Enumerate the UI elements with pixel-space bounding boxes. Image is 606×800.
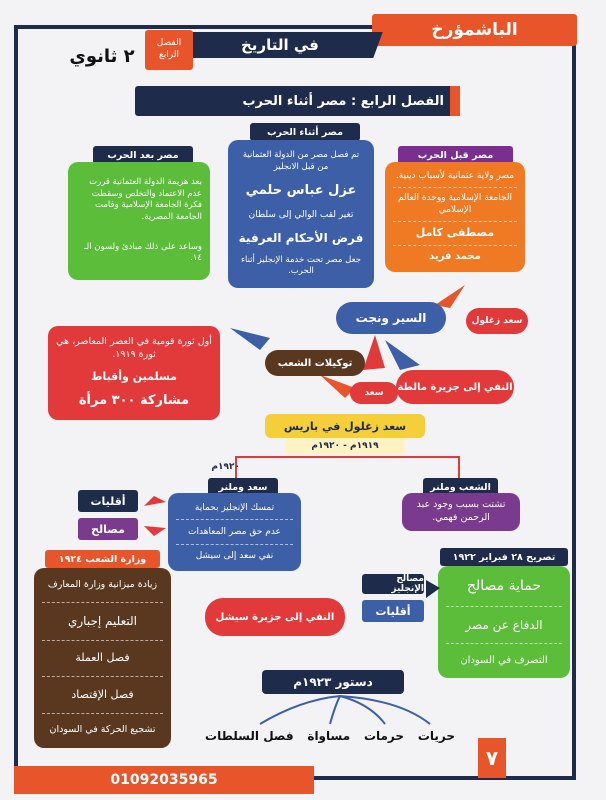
subject-banner [177,32,382,58]
before-war-item: مصر ولاية عثمانية لأسباب دينية. [395,171,515,182]
after-war-item: وساعد على ذلك مبادئ ولسون الـ ١٤. [84,241,202,264]
people-ministry-heading: وزارة الشعب ١٩٢٤ [45,550,160,568]
after-war-item: بعد هزيمة الدولة العثمانية قررت عدم الاعتماد والتخلص وسقطت فكرة الجامعة الإسلامية وقامت الجامعة المصرية. [89,177,202,222]
divider [42,713,163,714]
after-war-box [68,162,210,280]
chapter-title: الفصل الرابع : مصر أثناء الحرب [135,86,460,116]
arrow-icon [230,328,270,350]
milner-people-heading: الشعب وملنر [423,478,498,496]
frame-left [14,25,18,780]
branch-line [235,456,460,458]
milner-people-item: تشتت بسبب وجود عبد الرحمن فهمي. [416,499,506,523]
english-minorities-tag: أقليات [362,600,424,622]
during-war-item: فرض الأحكام العرفية [238,230,364,245]
year-1920: ١٩٢٠م [211,462,240,472]
milner-saad-item: تمسك الإنجليز بحماية [194,502,275,513]
english-arrow [424,578,440,600]
wingate-pill: السير ونجت [336,302,446,334]
milner-saad-box [168,493,301,571]
people-ministry-box [34,568,171,748]
divider [446,643,562,644]
divider [42,602,163,603]
constitution-items [205,724,455,748]
divider [42,640,163,641]
paris-years: ١٩١٩م - ١٩٢٠م [285,438,405,454]
divider [176,519,293,520]
exile-seychelles-pill: النفي إلى جزيرة سيشل [205,598,345,636]
constitution-item: فصل السلطات [205,729,294,743]
revolution-item: مشاركة ٣٠٠ مرأة [78,393,190,409]
brand-banner: الباشمؤرخ [372,14,577,46]
declaration-item: حماية مصالح [466,577,542,594]
divider [446,606,562,607]
frame-right [572,25,576,780]
grade-label: ٢ ثانوي [69,45,135,67]
declaration-item: الدفاع عن مصر [465,617,543,632]
tag-arrows [142,494,168,538]
divider [393,187,517,188]
during-war-item: جعل مصر تحت خدمة الإنجليز أثناء الحرب. [241,254,361,277]
divider [393,245,517,246]
tawkilat-pill: توكيلات الشعب [265,350,365,376]
arrow-icon [426,580,440,598]
people-ministry-item: التعليم إجباري [67,614,137,629]
during-war-box [228,140,374,288]
people-ministry-item: زيادة ميزانية وزارة المعارف [47,579,158,591]
people-ministry-item: فصل العملة [75,651,130,665]
constitution-item: مساواة [307,729,351,743]
chapter-tag-line2: الرابع [159,50,180,60]
chapter-tag [145,30,193,70]
exile-malta-pill: النفي إلى جزيرة مالطة [396,370,514,404]
revolution-item: مسلمين وأقباط [91,369,177,383]
english-interests-tag: مصالح الإنجليز [362,574,424,594]
chapter-tag-line1: الفصل [156,38,182,49]
people-ministry-item: فصل الإقتصاد [71,687,134,701]
during-war-heading: مصر أثناء الحرب [250,123,360,141]
before-war-item: مصطفى كامل [415,225,495,239]
arrow-icon [363,335,385,370]
minorities-tag: أقليات [78,490,138,512]
constitution-item: حريات [417,729,455,743]
before-war-box [385,162,525,272]
during-war-item: تم فصل مصر من الدولة العثمانية من قبل الانجليز [242,150,360,172]
declaration-item: التصرف في السودان [460,654,548,666]
before-war-heading: مصر قبل الحرب [398,146,513,164]
constitution-title: دستور ١٩٢٣م [262,670,404,694]
arrow-icon [144,526,166,536]
milner-saad-heading: سعد وملنر [208,478,278,496]
subject-text: في التاريخ [241,36,319,54]
revolution-item: أول ثورة قومية في العصر المعاصر، هي ثورة ١٩١٩. [56,335,212,360]
paris-banner: سعد زغلول في باريس [265,414,425,438]
divider [393,221,517,222]
milner-saad-item: نفي سعد إلى سيشل [195,551,274,562]
declaration-heading: تصريح ٢٨ فبراير ١٩٢٢ [440,548,568,566]
arrow-icon [385,340,420,370]
constitution-item: حرمات [363,729,405,743]
before-war-item: محمد فريد [429,251,481,263]
saad-label-2: سعد [350,382,398,404]
after-war-heading: مصر بعد الحرب [93,146,193,164]
revolution-box [48,326,220,420]
page-number: ٧ [478,738,506,778]
milner-people-box [402,493,520,531]
divider [176,544,293,545]
saad-label-1: سعد زغلول [466,308,528,334]
arrow-icon [144,496,166,506]
people-ministry-item: تشجيع الحركة في السودان [49,723,156,735]
milner-saad-item: عدم حق مصر المعاهدات [188,526,281,537]
declaration-box [438,566,570,678]
before-war-item: الجامعة الإسلامية ووحدة العالم الإسلامي [397,192,513,216]
interests-tag: مصالح [78,518,138,540]
phone-number: 01092035965 [14,766,314,794]
during-war-item: عزل عباس حلمي [245,183,357,199]
title-accent [450,86,460,116]
during-war-item: تغير لقب الوالي إلى سلطان [248,209,354,220]
divider [42,676,163,677]
branch-line [458,456,460,478]
